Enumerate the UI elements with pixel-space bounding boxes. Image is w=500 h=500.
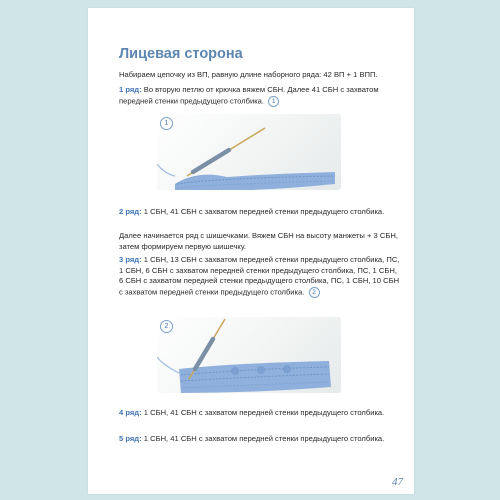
bobble-stitch bbox=[231, 367, 239, 375]
photo-2-badge: 2 bbox=[160, 320, 173, 333]
crochet-illustration-2 bbox=[157, 317, 341, 393]
photo-ref-1: 1 bbox=[268, 96, 279, 107]
row-4-paragraph bbox=[119, 408, 401, 419]
row-4-text: 1 СБН, 41 СБН с захватом передней стенки предыдущего столбика. bbox=[141, 408, 385, 417]
row-2-paragraph bbox=[119, 207, 401, 218]
hook-handle bbox=[193, 150, 229, 172]
bobble-stitch bbox=[283, 365, 291, 373]
yarn-tail bbox=[157, 357, 179, 373]
section-title: Лицевая сторона bbox=[119, 46, 243, 62]
row-1-paragraph bbox=[119, 85, 401, 107]
photo-2 bbox=[157, 317, 341, 393]
bobble-stitch bbox=[257, 366, 265, 374]
photo-1 bbox=[157, 114, 341, 190]
yarn-tail bbox=[157, 164, 175, 176]
intro-paragraph: Набираем цепочку из ВП, равную длине наборного ряда: 42 ВП + 1 ВПП. bbox=[119, 70, 378, 79]
row-5-label: 5 ряд: bbox=[119, 434, 142, 443]
book-page bbox=[88, 8, 414, 494]
photo-1-badge: 1 bbox=[160, 117, 173, 130]
row-2-text: 1 СБН, 41 СБН с захватом передней стенки предыдущего столбика. bbox=[141, 207, 385, 216]
row-3-paragraph bbox=[119, 255, 401, 298]
photo-ref-2: 2 bbox=[309, 287, 320, 298]
row-3-text: 1 СБН, 13 СБН с захватом передней стенки предыдущего столбика, ПС, 1 СБН, 6 СБН с захватом передней стенки предыдущего столбика, ПС, 1 СБН, 6 СБН с захватом передней стенки предыдущего столбика, ПС, 1 СБН, 10 СБН с захватом передней стенки предыдущего столбика. bbox=[119, 255, 400, 297]
row-1-text: Во вторую петлю от крючка вяжем СБН. Далее 41 СБН с захватом передней стенки предыдущего столбика. bbox=[119, 85, 379, 106]
page-number: 47 bbox=[392, 476, 403, 488]
row-5-paragraph bbox=[119, 434, 401, 445]
hook-handle bbox=[195, 339, 213, 369]
row-1-label: 1 ряд: bbox=[119, 85, 142, 94]
row-4-label: 4 ряд: bbox=[119, 408, 142, 417]
crochet-illustration-1 bbox=[157, 114, 341, 190]
note-paragraph: Далее начинается ряд с шишечками. Вяжем СБН на высоту манжеты + 3 СБН, затем формируем первую шишечку. bbox=[119, 231, 398, 251]
row-2-label: 2 ряд: bbox=[119, 207, 142, 216]
row-3-label: 3 ряд: bbox=[119, 255, 142, 264]
row-5-text: 1 СБН, 41 СБН с захватом передней стенки предыдущего столбика. bbox=[141, 434, 385, 443]
